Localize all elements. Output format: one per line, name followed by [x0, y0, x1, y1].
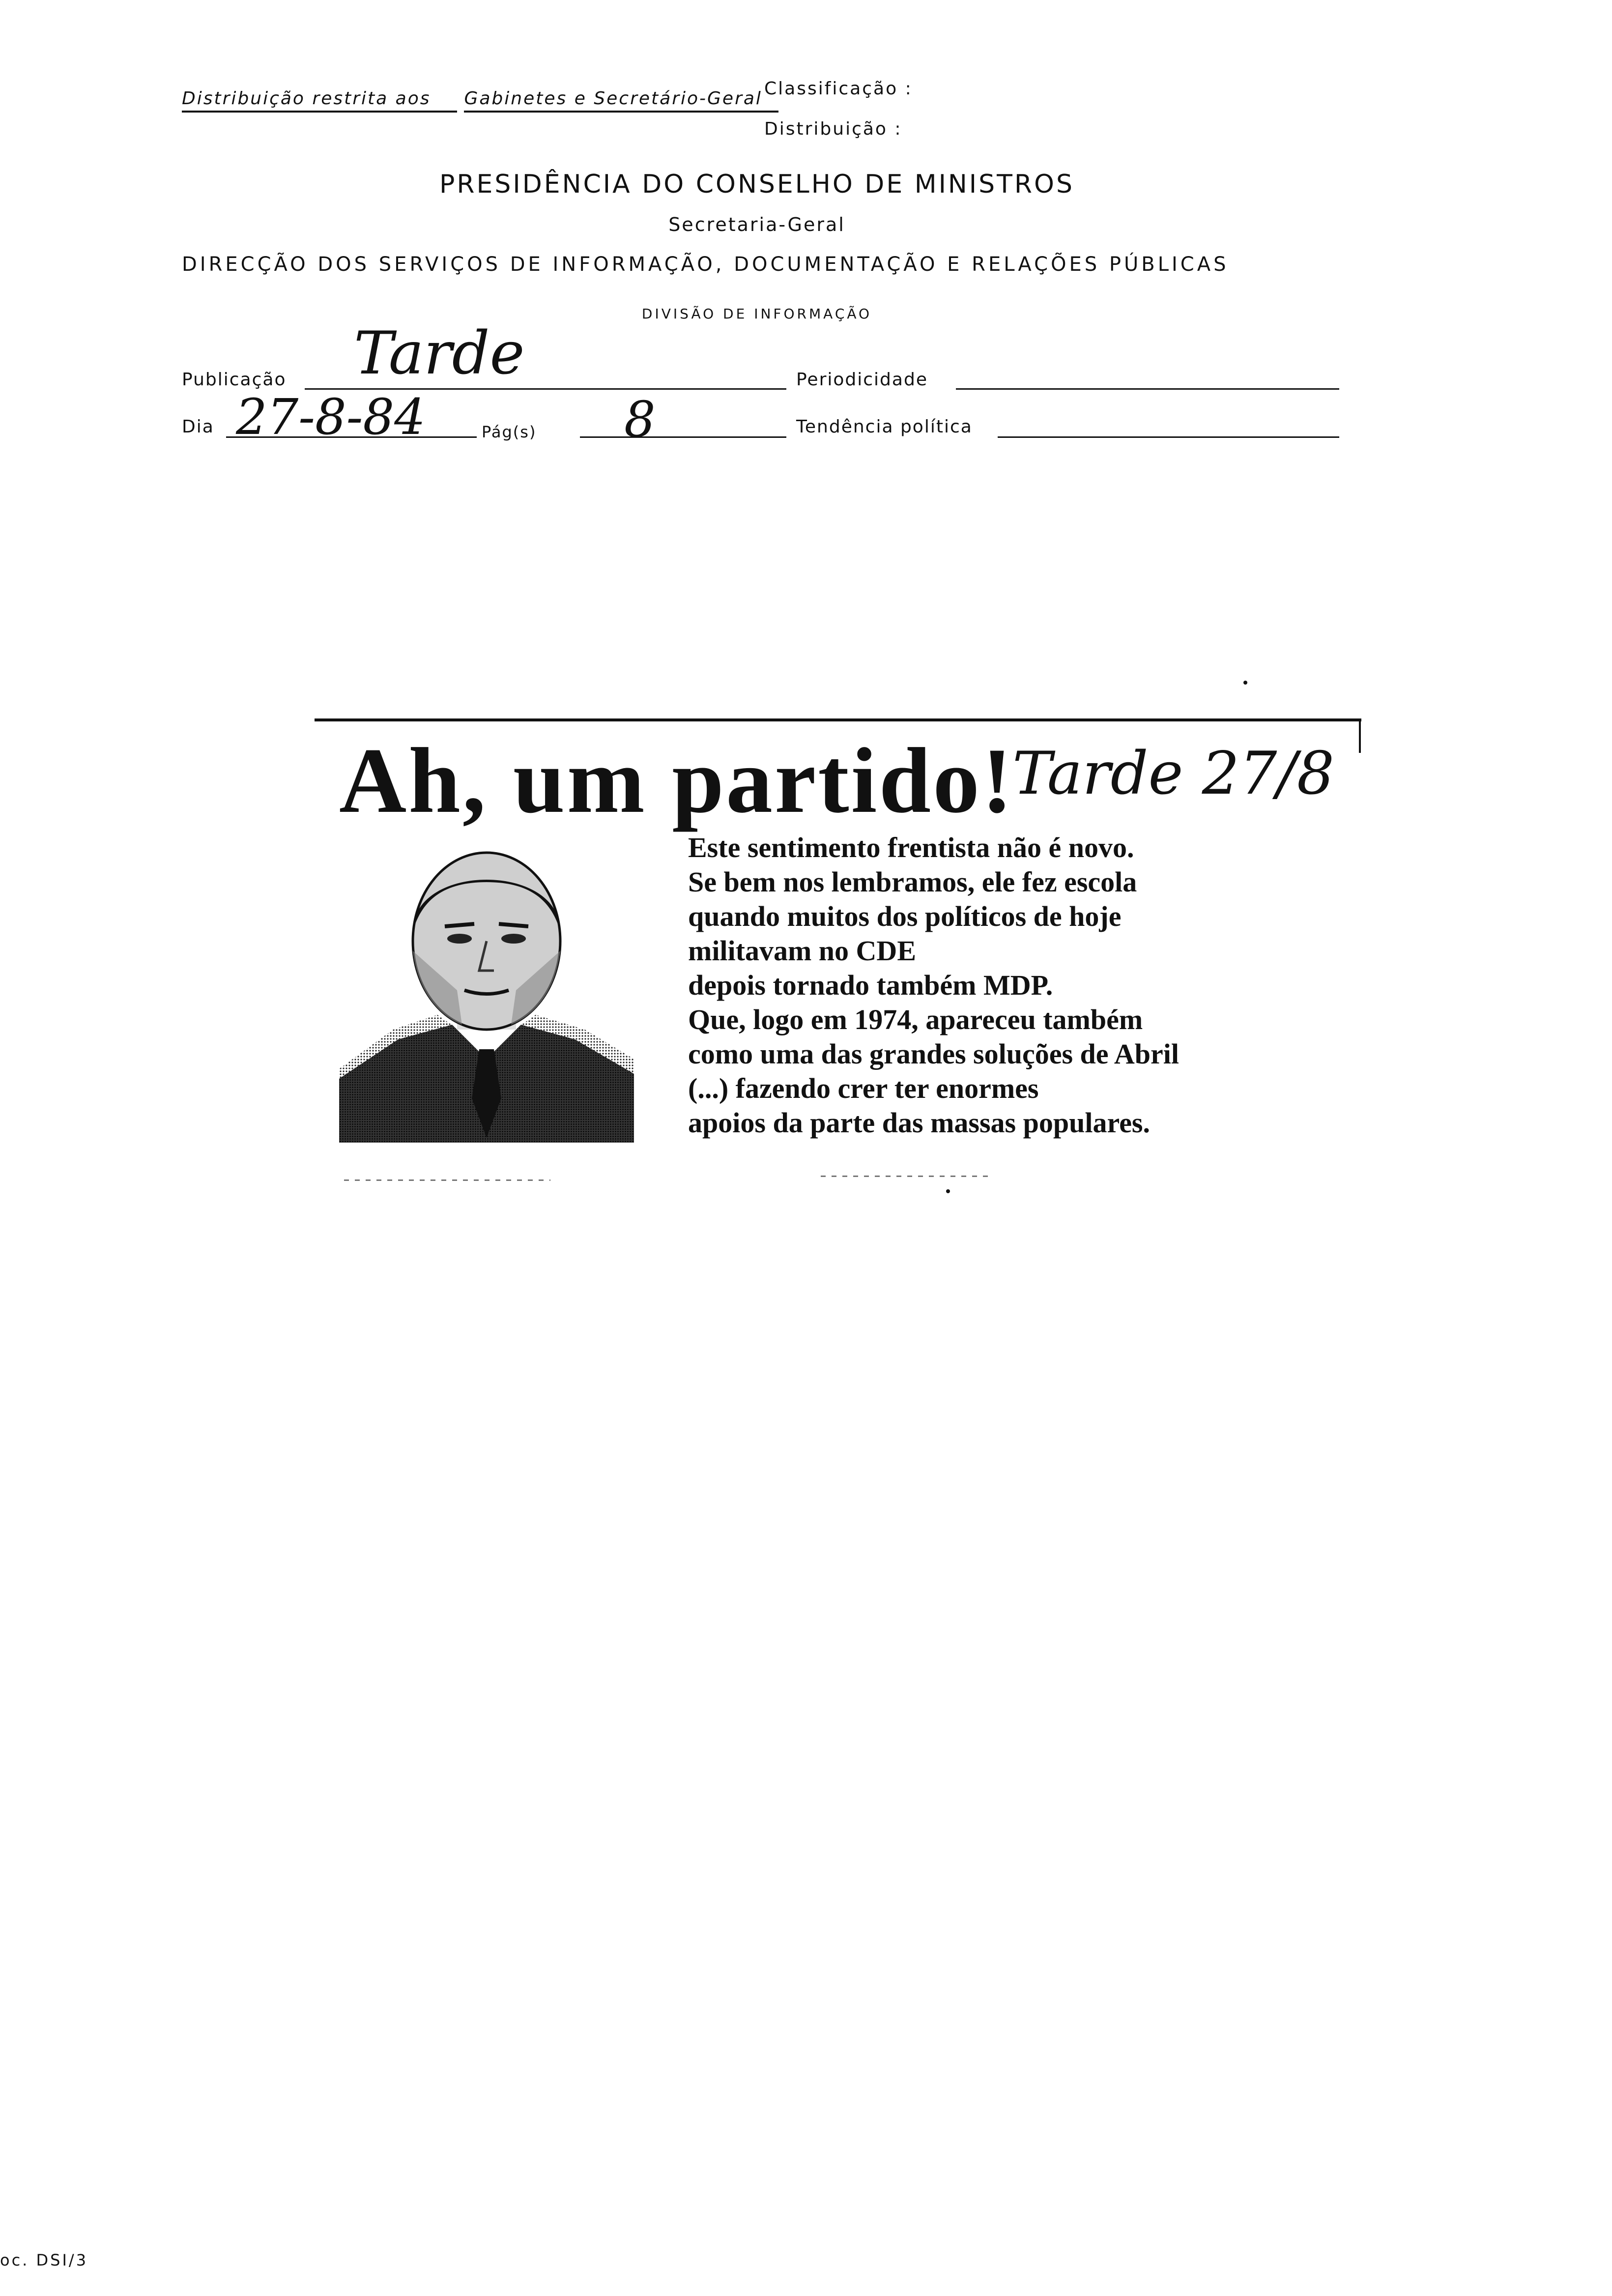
clipping-handwritten-note: Tarde 27/8 — [1012, 740, 1335, 808]
division-line: DIVISÃO DE INFORMAÇÃO — [641, 306, 872, 322]
classification-label: Classificação : — [764, 79, 913, 99]
body-line: depois tornado também MDP. — [688, 969, 1053, 1001]
portrait-photo — [339, 843, 634, 1143]
clipping-right-edge — [1359, 718, 1361, 753]
scan-remnant-right — [821, 1176, 988, 1177]
periodicity-label: Periodicidade — [796, 370, 928, 390]
body-line: quando muitos dos políticos de hoje — [688, 900, 1122, 932]
body-line: Se bem nos lembramos, ele fez escola — [688, 866, 1137, 898]
political-tendency-field-line — [998, 436, 1339, 438]
organization-subtitle: Secretaria-Geral — [668, 214, 845, 235]
clipping-top-rule — [315, 718, 1361, 721]
clipping-body — [688, 831, 1179, 1140]
distribution-note — [182, 79, 778, 113]
distribution-line-2: Gabinetes e Secretário-Geral — [464, 88, 778, 113]
body-line: (...) fazendo crer ter enormes — [688, 1072, 1039, 1104]
body-line: Que, logo em 1974, apareceu também — [688, 1004, 1143, 1035]
document-code: oc. DSI/3 — [0, 2251, 88, 2269]
body-line: Este sentimento frentista não é novo. — [688, 832, 1134, 863]
pages-label: Pág(s) — [482, 423, 537, 441]
organization-title: PRESIDÊNCIA DO CONSELHO DE MINISTROS — [439, 170, 1074, 199]
scan-speck — [946, 1189, 950, 1193]
directorate-line: DIRECÇÃO DOS SERVIÇOS DE INFORMAÇÃO, DOCUMENTAÇÃO E RELAÇÕES PÚBLICAS — [182, 253, 1229, 276]
day-label: Dia — [182, 417, 214, 437]
publication-handwritten: Tarde — [354, 319, 525, 388]
scan-speck — [1243, 681, 1247, 685]
body-line: como uma das grandes soluções de Abril — [688, 1038, 1179, 1070]
political-tendency-label: Tendência política — [796, 417, 973, 437]
distribution-line-1: Distribuição restrita aos — [182, 88, 457, 113]
body-line: apoios da parte das massas populares. — [688, 1107, 1151, 1139]
body-line: militavam no CDE — [688, 935, 916, 967]
pages-handwritten: 8 — [624, 391, 656, 448]
clipping-headline: Ah, um partido! — [339, 729, 1015, 832]
day-handwritten: 27-8-84 — [236, 388, 426, 446]
scan-remnant-left — [344, 1179, 550, 1181]
periodicity-field-line — [956, 388, 1339, 390]
pages-field-line — [580, 436, 786, 438]
publication-label: Publicação — [182, 370, 287, 390]
distribution-label: Distribuição : — [764, 119, 902, 139]
